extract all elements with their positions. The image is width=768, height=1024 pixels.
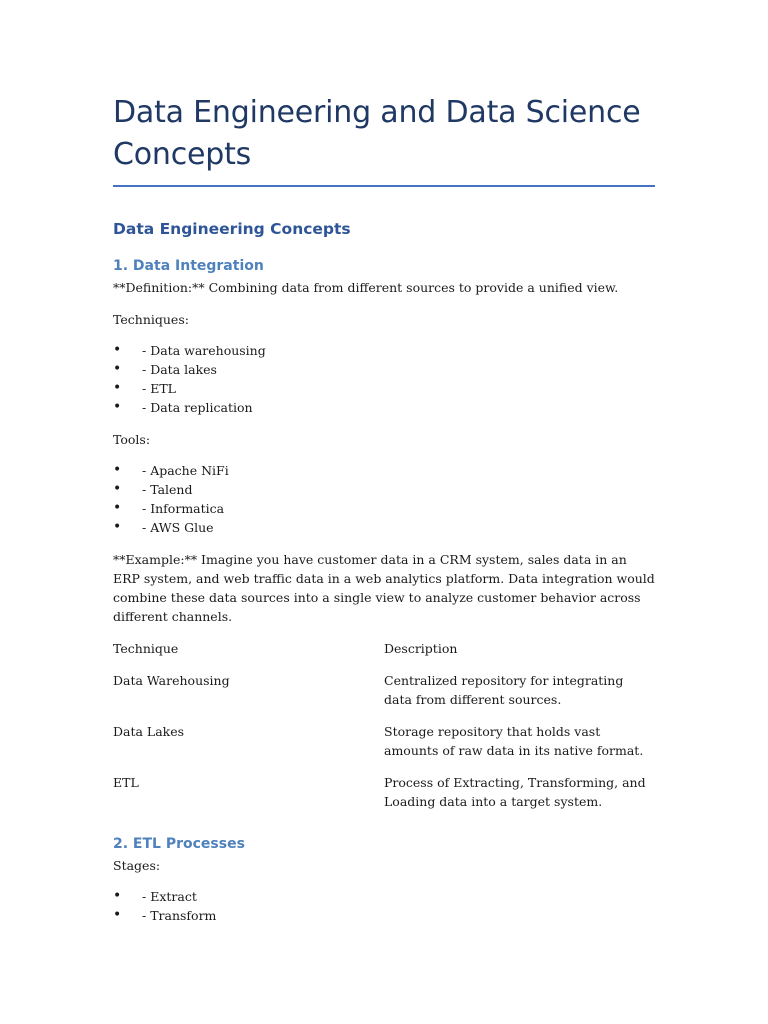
- table-row: [113, 773, 655, 824]
- techniques-label: Techniques:: [113, 312, 189, 327]
- bullet-glyph: •: [113, 907, 122, 923]
- techniques-list: [113, 341, 655, 417]
- table-header-row: [113, 639, 655, 671]
- table-cell: Data Warehousing: [113, 673, 230, 688]
- list-item: • - AWS Glue: [113, 519, 214, 535]
- list-item: • - Extract: [113, 888, 197, 904]
- list-item: • - Talend: [113, 481, 193, 497]
- bullet-glyph: •: [113, 519, 122, 535]
- title-underline: [113, 185, 655, 187]
- list-item: • - Apache NiFi: [113, 462, 229, 478]
- bullet-glyph: •: [113, 399, 122, 415]
- example-paragraph: **Example:** Imagine you have customer data in a CRM system, sales data in an ERP system, and web traffic data in a web analytics platform. Data integration would combine these data sources into a single view to analyze customer behavior across different channels.: [113, 552, 655, 624]
- table-cell: Data Lakes: [113, 724, 185, 739]
- table-cell: Storage repository that holds vast amounts of raw data in its native format.: [384, 724, 644, 758]
- table-row: [113, 671, 655, 722]
- bullet-glyph: •: [113, 481, 122, 497]
- table-header-cell: Description: [384, 641, 458, 656]
- stages-label: Stages:: [113, 858, 161, 873]
- table-cell: ETL: [113, 775, 139, 790]
- definition-paragraph: **Definition:** Combining data from different sources to provide a unified view.: [113, 280, 619, 295]
- table-cell: Centralized repository for integrating data from different sources.: [384, 673, 624, 707]
- bullet-glyph: •: [113, 888, 122, 904]
- list-item: • - Data replication: [113, 399, 253, 415]
- list-item: • - Data lakes: [113, 361, 217, 377]
- table-row: [113, 722, 655, 773]
- bullet-glyph: •: [113, 361, 122, 377]
- section-heading: Data Engineering Concepts: [113, 220, 351, 238]
- list-item: • - Transform: [113, 907, 217, 923]
- table-header-cell: Technique: [113, 641, 179, 656]
- subsection-heading-data-integration: 1. Data Integration: [113, 258, 264, 274]
- bullet-glyph: •: [113, 462, 122, 478]
- list-item: • - Informatica: [113, 500, 225, 516]
- bullet-glyph: •: [113, 380, 122, 396]
- bullet-glyph: •: [113, 342, 122, 358]
- subsection-heading-etl-processes: 2. ETL Processes: [113, 836, 245, 852]
- stages-list: [113, 887, 655, 925]
- tools-label: Tools:: [113, 432, 151, 447]
- document-title: Data Engineering and Data Science Concepts: [113, 95, 641, 172]
- list-item: • - Data warehousing: [113, 342, 266, 358]
- document-body: [113, 92, 655, 925]
- bullet-glyph: •: [113, 500, 122, 516]
- techniques-table: [113, 639, 655, 824]
- table-cell: Process of Extracting, Transforming, and Loading data into a target system.: [384, 775, 646, 809]
- list-item: • - ETL: [113, 380, 176, 396]
- tools-list: [113, 461, 655, 537]
